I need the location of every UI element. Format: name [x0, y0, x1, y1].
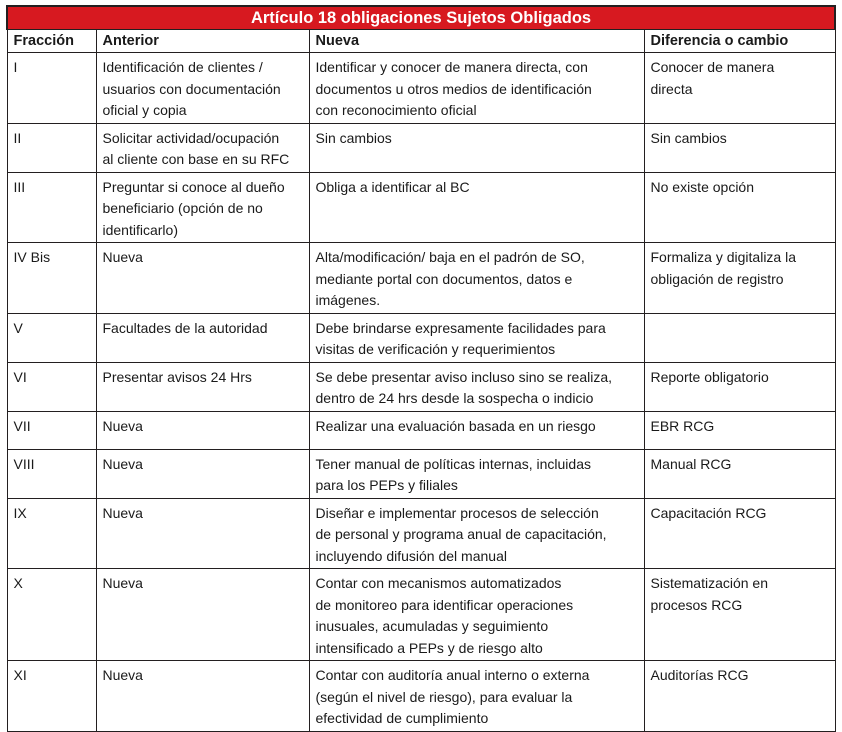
table-row [7, 449, 835, 498]
obligations-table-container [6, 5, 834, 732]
header-nueva: Nueva [309, 30, 644, 53]
cell-anterior: Facultades de la autoridad [96, 313, 309, 362]
cell-diferencia [644, 313, 835, 362]
cell-diferencia: Sistematización en procesos RCG [644, 569, 835, 661]
cell-fraccion: VI [7, 362, 96, 411]
cell-diferencia: Formaliza y digitaliza la obligación de registro [644, 243, 835, 314]
cell-diferencia: Capacitación RCG [644, 498, 835, 569]
cell-anterior: Identificación de clientes / usuarios con documentación oficial y copia [96, 53, 309, 124]
table-row [7, 313, 835, 362]
cell-anterior: Nueva [96, 243, 309, 314]
obligations-table [6, 5, 836, 732]
cell-diferencia: Auditorías RCG [644, 661, 835, 732]
cell-fraccion: III [7, 172, 96, 243]
cell-fraccion: IX [7, 498, 96, 569]
table-row [7, 172, 835, 243]
table-row [7, 53, 835, 124]
table-row [7, 123, 835, 172]
cell-fraccion: II [7, 123, 96, 172]
header-diferencia: Diferencia o cambio [644, 30, 835, 53]
cell-diferencia: Conocer de manera directa [644, 53, 835, 124]
cell-anterior: Nueva [96, 498, 309, 569]
table-row [7, 498, 835, 569]
table-row [7, 661, 835, 732]
cell-diferencia: No existe opción [644, 172, 835, 243]
table-header-row [7, 30, 835, 53]
cell-diferencia: Sin cambios [644, 123, 835, 172]
cell-nueva: Realizar una evaluación basada en un riesgo [309, 411, 644, 449]
cell-nueva: Contar con mecanismos automatizados de monitoreo para identificar operaciones inusuales, acumuladas y seguimiento intensificado a PEPs y de riesgo alto [309, 569, 644, 661]
cell-diferencia: Manual RCG [644, 449, 835, 498]
header-anterior: Anterior [96, 30, 309, 53]
cell-anterior: Nueva [96, 449, 309, 498]
cell-fraccion: VII [7, 411, 96, 449]
cell-nueva: Alta/modificación/ baja en el padrón de SO, mediante portal con documentos, datos e imágenes. [309, 243, 644, 314]
cell-fraccion: X [7, 569, 96, 661]
cell-diferencia: EBR RCG [644, 411, 835, 449]
cell-nueva: Debe brindarse expresamente facilidades para visitas de verificación y requerimientos [309, 313, 644, 362]
header-fraccion: Fracción [7, 30, 96, 53]
cell-nueva: Obliga a identificar al BC [309, 172, 644, 243]
table-row [7, 569, 835, 661]
cell-nueva: Identificar y conocer de manera directa, con documentos u otros medios de identificación con reconocimiento oficial [309, 53, 644, 124]
cell-anterior: Nueva [96, 411, 309, 449]
cell-anterior: Nueva [96, 569, 309, 661]
cell-anterior: Solicitar actividad/ocupación al cliente con base en su RFC [96, 123, 309, 172]
cell-fraccion: XI [7, 661, 96, 732]
cell-nueva: Se debe presentar aviso incluso sino se realiza, dentro de 24 hrs desde la sospecha o indicio [309, 362, 644, 411]
cell-anterior: Preguntar si conoce al dueño beneficiario (opción de no identificarlo) [96, 172, 309, 243]
cell-diferencia: Reporte obligatorio [644, 362, 835, 411]
cell-fraccion: IV Bis [7, 243, 96, 314]
cell-anterior: Nueva [96, 661, 309, 732]
table-title-row [7, 6, 835, 30]
cell-fraccion: I [7, 53, 96, 124]
cell-nueva: Tener manual de políticas internas, incluidas para los PEPs y filiales [309, 449, 644, 498]
cell-anterior: Presentar avisos 24 Hrs [96, 362, 309, 411]
table-title: Artículo 18 obligaciones Sujetos Obligados [7, 6, 835, 30]
table-row [7, 362, 835, 411]
cell-nueva: Contar con auditoría anual interno o externa (según el nivel de riesgo), para evaluar la efectividad de cumplimiento [309, 661, 644, 732]
cell-nueva: Sin cambios [309, 123, 644, 172]
cell-nueva: Diseñar e implementar procesos de selección de personal y programa anual de capacitación, incluyendo difusión del manual [309, 498, 644, 569]
table-row [7, 411, 835, 449]
cell-fraccion: V [7, 313, 96, 362]
table-row [7, 243, 835, 314]
cell-fraccion: VIII [7, 449, 96, 498]
